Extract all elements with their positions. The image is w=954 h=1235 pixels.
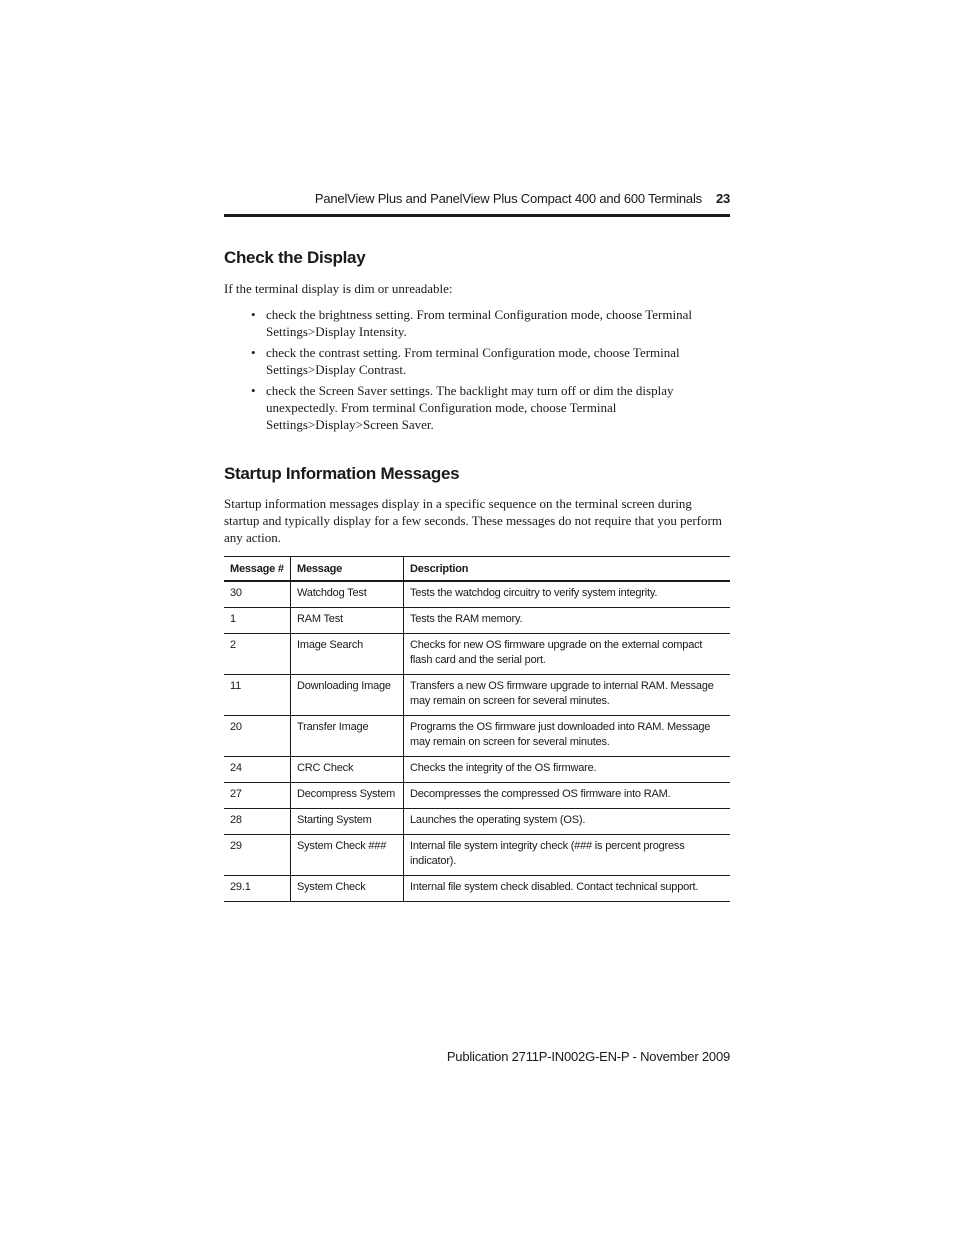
table-header-row [224,557,730,582]
table-row [224,783,730,809]
table-row [224,809,730,835]
bullet-item [224,344,726,378]
section-heading-check-display: Check the Display [224,248,366,267]
table-row [224,675,730,716]
page-number: 23 [715,191,730,206]
cell-message: System Check [291,876,404,902]
cell-description: Internal file system check disabled. Contact technical support. [404,876,731,902]
cell-description: Tests the RAM memory. [404,608,731,634]
page-footer: Publication 2711P-IN002G-EN-P - November 2009 [446,1049,730,1064]
cell-message: System Check ### [291,835,404,876]
bullet-item [224,382,726,433]
column-header-message: Message [291,557,404,582]
bullet-text: check the brightness setting. From terminal Configuration mode, choose Terminal Settings>Display Intensity. [266,307,692,339]
cell-message-number: 30 [224,581,291,608]
cell-description: Tests the watchdog circuitry to verify system integrity. [404,581,731,608]
cell-description: Programs the OS firmware just downloaded into RAM. Message may remain on screen for several minutes. [404,716,731,757]
cell-message: CRC Check [291,757,404,783]
table-row [224,716,730,757]
cell-description: Decompresses the compressed OS firmware into RAM. [404,783,731,809]
table-row [224,835,730,876]
cell-message: Watchdog Test [291,581,404,608]
bullet-icon: • [251,383,256,398]
column-header-message-number: Message # [224,557,291,582]
section-heading-startup-messages: Startup Information Messages [224,464,460,483]
cell-message-number: 2 [224,634,291,675]
bullet-text: check the Screen Saver settings. The backlight may turn off or dim the display unexpectedly. From terminal Configuration mode, choose Terminal Settings>Display>Screen Saver. [266,383,674,432]
cell-message-number: 11 [224,675,291,716]
table-row [224,634,730,675]
cell-message: Decompress System [291,783,404,809]
running-title: PanelView Plus and PanelView Plus Compact 400 and 600 Terminals [314,191,702,206]
page-header [224,191,730,217]
cell-description: Launches the operating system (OS). [404,809,731,835]
cell-message-number: 20 [224,716,291,757]
bullet-icon: • [251,345,256,360]
cell-description: Checks the integrity of the OS firmware. [404,757,731,783]
cell-message-number: 24 [224,757,291,783]
cell-message: Image Search [291,634,404,675]
cell-description: Transfers a new OS firmware upgrade to internal RAM. Message may remain on screen for several minutes. [404,675,731,716]
table-row [224,876,730,902]
table-row [224,608,730,634]
cell-description: Checks for new OS firmware upgrade on the external compact flash card and the serial port. [404,634,731,675]
check-display-intro: If the terminal display is dim or unreadable: [224,281,453,296]
startup-intro: Startup information messages display in a specific sequence on the terminal screen during startup and typically display for a few seconds. These messages do not require that you perform any action. [224,496,722,545]
cell-message: Downloading Image [291,675,404,716]
cell-description: Internal file system integrity check (### is percent progress indicator). [404,835,731,876]
startup-messages-table [224,556,730,902]
table-row [224,581,730,608]
check-display-bullet-list [224,306,730,437]
table-row [224,757,730,783]
column-header-description: Description [404,557,731,582]
cell-message: Transfer Image [291,716,404,757]
cell-message-number: 1 [224,608,291,634]
bullet-text: check the contrast setting. From terminal Configuration mode, choose Terminal Settings>Display Contrast. [266,345,680,377]
cell-message-number: 28 [224,809,291,835]
cell-message: RAM Test [291,608,404,634]
bullet-icon: • [251,307,256,322]
cell-message-number: 27 [224,783,291,809]
bullet-item [224,306,726,340]
cell-message-number: 29 [224,835,291,876]
cell-message-number: 29.1 [224,876,291,902]
cell-message: Starting System [291,809,404,835]
